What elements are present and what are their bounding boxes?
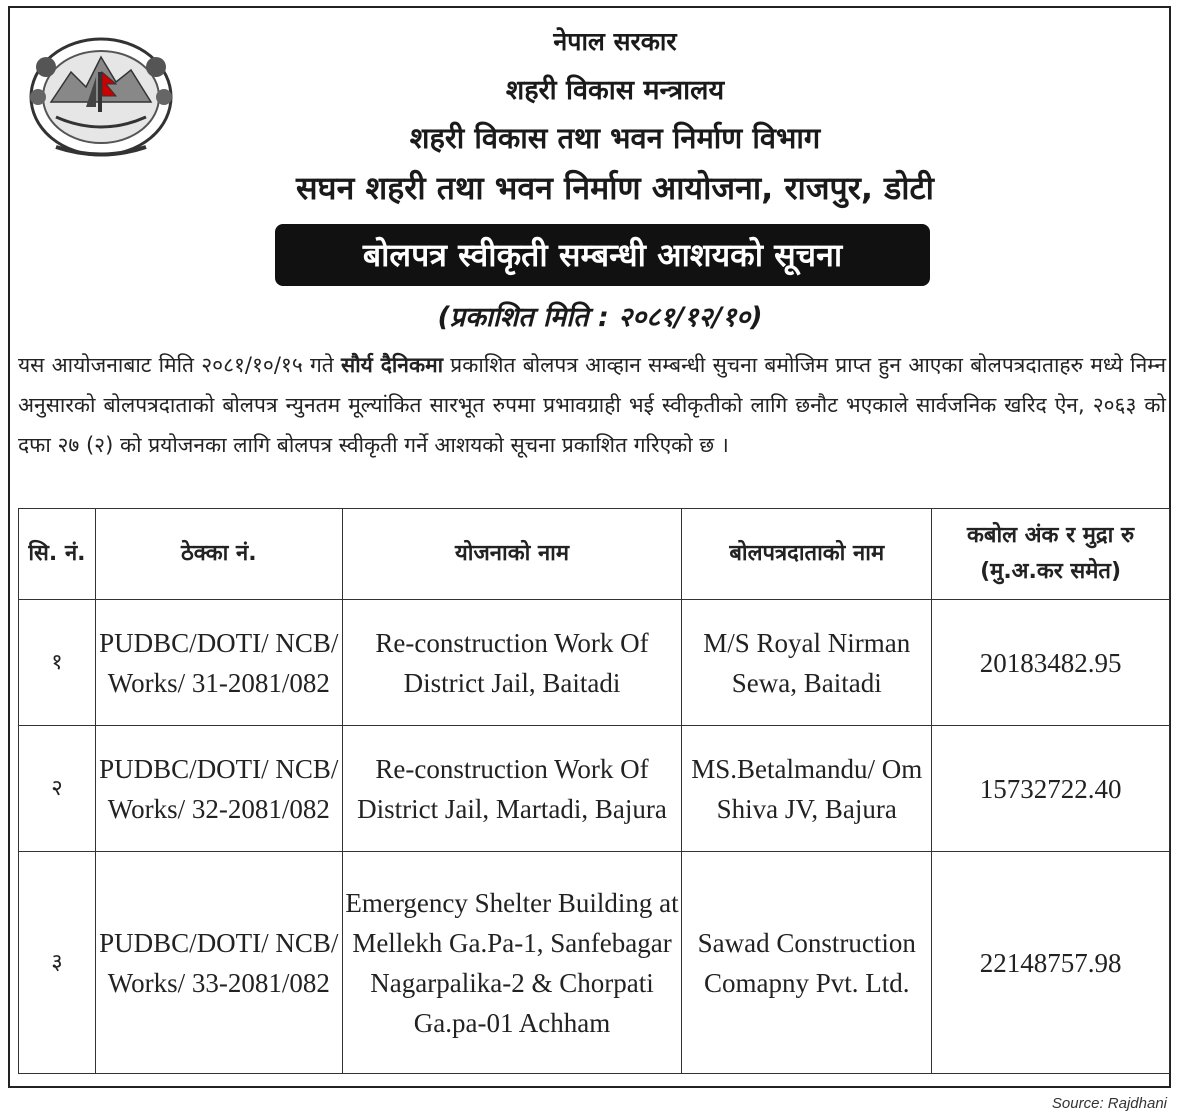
table-row (19, 600, 1170, 726)
table-row (19, 852, 1170, 1074)
bid-acceptance-table (18, 508, 1170, 1074)
header-sn: सि. नं. (19, 509, 96, 600)
notice-body (18, 345, 1166, 465)
source-credit: Source: Rajdhani (1051, 1095, 1167, 1112)
row-bid-amount: 22148757.98 (932, 852, 1170, 1074)
notice-title: बोलपत्र स्वीकृती सम्बन्धी आशयको सूचना (275, 224, 930, 286)
header-line-department: शहरी विकास तथा भवन निर्माण विभाग (409, 121, 821, 155)
row-project-name: Emergency Shelter Building at Mellekh Ga.Pa-1, Sanfebagar Nagarpalika-2 & Chorpati Ga.pa-01 Achham (342, 852, 682, 1074)
nepal-government-emblem-icon (16, 22, 186, 172)
header-line-project-office: सघन शहरी तथा भवन निर्माण आयोजना, राजपुर, डोटी (296, 169, 934, 207)
row-sn: २ (19, 726, 96, 852)
row-bid-amount: 20183482.95 (932, 600, 1170, 726)
row-bidder-name: M/S Royal Nirman Sewa, Baitadi (682, 600, 932, 726)
row-sn: ३ (19, 852, 96, 1074)
body-part-2: प्रकाशित बोलपत्र आव्हान सम्बन्धी सुचना बमोजिम प्राप्त हुन आएका बोलपत्रदाताहरु मध्ये निम्न अनुसारको बोलपत्रदाताको बोलपत्र न्युनतम मूल्यांकित सारभूत रुपमा प्रभावग्राही भई स्वीकृतीको लागि छनौट भएकाले सार्वजनिक खरिद ऐन, २०६३ को दफा २७ (२) को प्रयोजनका लागि बोलपत्र स्वीकृती गर्ने आशयको सूचना प्रकाशित गरिएको छ । (18, 353, 1167, 457)
row-project-name: Re-construction Work Of District Jail, Martadi, Bajura (342, 726, 682, 852)
row-contract-no: PUDBC/DOTI/ NCB/ Works/ 33-2081/082 (95, 852, 342, 1074)
body-newspaper: सौर्य दैनिकमा (341, 353, 444, 377)
header-bid-amount: कबोल अंक र मुद्रा रु (मु.अ.कर समेत) (932, 509, 1170, 600)
header-line-government: नेपाल सरकार (553, 27, 677, 56)
table-row (19, 726, 1170, 852)
row-bid-amount: 15732722.40 (932, 726, 1170, 852)
row-sn: १ (19, 600, 96, 726)
row-bidder-name: Sawad Construction Comapny Pvt. Ltd. (682, 852, 932, 1074)
publish-date: (प्रकाशित मिति : २०८१/१२/१०) (437, 302, 763, 333)
row-contract-no: PUDBC/DOTI/ NCB/ Works/ 32-2081/082 (95, 726, 342, 852)
table-header-row (19, 509, 1170, 600)
body-part-1: यस आयोजनाबाट मिति २०८१/१०/१५ गते (18, 353, 342, 377)
header-line-ministry: शहरी विकास मन्त्रालय (505, 75, 725, 106)
row-project-name: Re-construction Work Of District Jail, Baitadi (342, 600, 682, 726)
row-contract-no: PUDBC/DOTI/ NCB/ Works/ 31-2081/082 (95, 600, 342, 726)
header-project-name: योजनाको नाम (342, 509, 682, 600)
row-bidder-name: MS.Betalmandu/ Om Shiva JV, Bajura (682, 726, 932, 852)
header-bidder-name: बोलपत्रदाताको नाम (682, 509, 932, 600)
header-contract-no: ठेक्का नं. (95, 509, 342, 600)
